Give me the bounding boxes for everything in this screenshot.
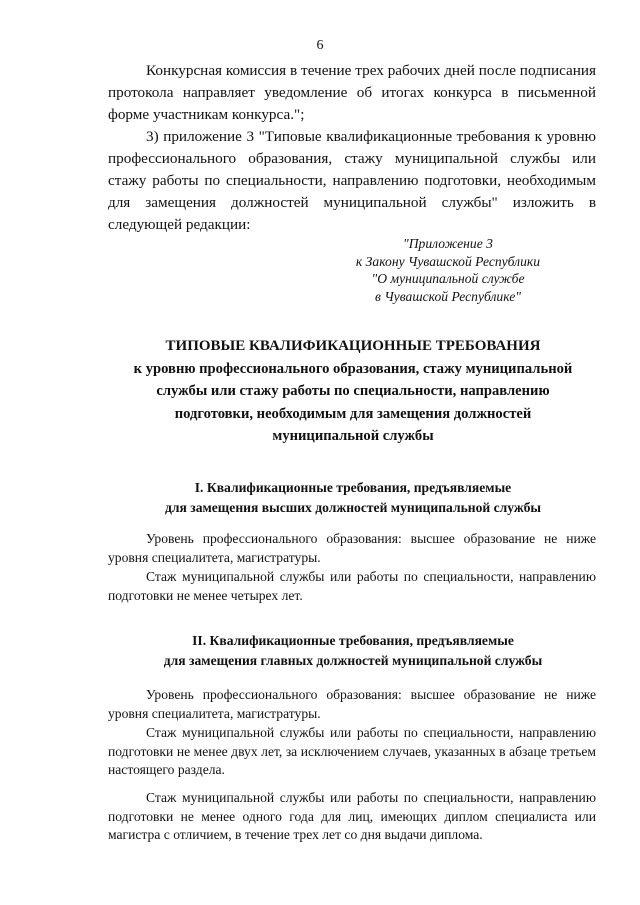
section-heading-line: II. Квалификационные требования, предъявляемые	[192, 633, 514, 648]
title-line: ТИПОВЫЕ КВАЛИФИКАЦИОННЫЕ ТРЕБОВАНИЯ	[165, 338, 541, 354]
page-number: 6	[316, 38, 324, 53]
section-2-honors-experience-paragraph: Стаж муниципальной службы или работы по специальности, направлению подготовки не менее одного года для лиц, имеющих диплом специалиста или магистра с отличием, в течение трех лет со дня выдачи диплома.	[108, 790, 596, 842]
appendix-note-line: "О муниципальной службе	[371, 271, 525, 286]
section-2-education-paragraph: Уровень профессионального образования: высшее образование не ниже уровня специалитета, магистратуры.	[108, 687, 596, 721]
appendix-note-line: в Чувашской Республике"	[375, 288, 521, 304]
paragraph-appendix-3-amendment: 3) приложение 3 "Типовые квалификационные требования к уровню профессионального образования, стажу муниципальной службы или стажу работы по специальности, направлению подготовки, необходимым для замещения должностей муниципальной службы" изложить в следующей редакции:	[108, 128, 596, 233]
section-1-education-paragraph: Уровень профессионального образования: высшее образование не ниже уровня специалитета, магистратуры.	[108, 531, 596, 565]
appendix-note-line: к Закону Чувашской Республики	[355, 253, 541, 269]
title-line: к уровню профессионального образования, стажу муниципальной	[133, 360, 573, 377]
section-2-heading	[100, 631, 606, 671]
section-1-heading	[100, 478, 606, 518]
title-line: службы или стажу работы по специальности, направлению	[156, 383, 550, 399]
appendix-note	[330, 235, 566, 305]
title-line: подготовки, необходимым для замещения должностей	[174, 405, 532, 422]
section-heading-line: для замещения главных должностей муниципальной службы	[163, 653, 543, 668]
appendix-note-line: "Приложение 3	[403, 236, 493, 251]
section-2-experience-paragraph: Стаж муниципальной службы или работы по специальности, направлению подготовки не менее двух лет, за исключением случаев, указанных в абзаце третьем настоящего раздела.	[108, 725, 596, 777]
document-title	[100, 335, 606, 448]
section-heading-line: I. Квалификационные требования, предъявляемые	[194, 480, 512, 495]
section-1-experience-paragraph: Стаж муниципальной службы или работы по специальности, направлению подготовки не менее четырех лет.	[108, 569, 596, 603]
section-heading-line: для замещения высших должностей муниципальной службы	[165, 500, 541, 515]
title-line: муниципальной службы	[272, 428, 434, 444]
paragraph-commission-notice: Конкурсная комиссия в течение трех рабочих дней после подписания протокола направляет уведомление об итогах конкурса в письменной форме участникам конкурса.";	[108, 62, 596, 123]
